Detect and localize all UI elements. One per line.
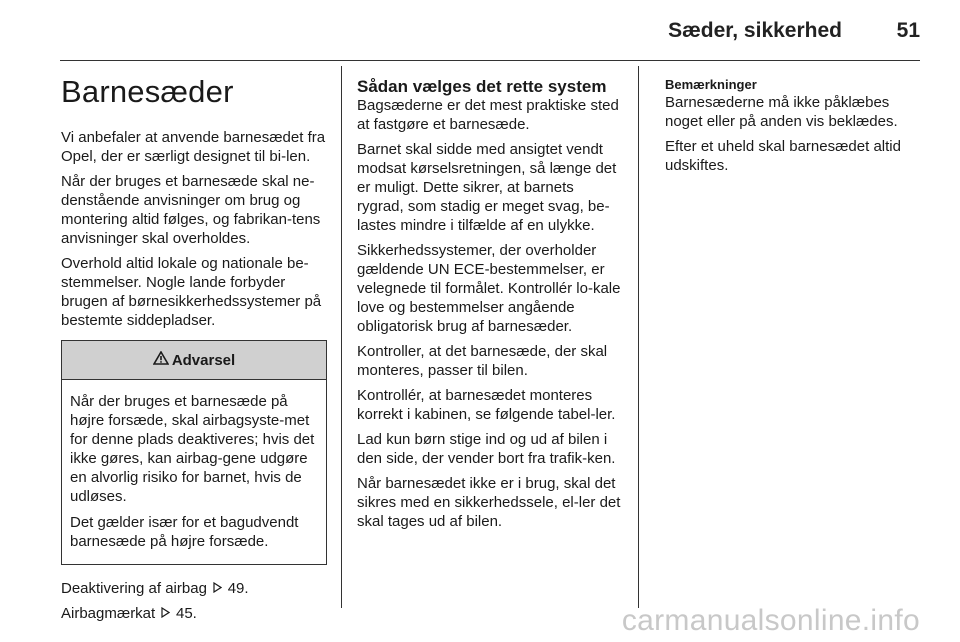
reference-text: Airbagmærkat <box>61 605 156 622</box>
paragraph: Når barnesædet ikke er i brug, skal det sikres med en sikkerhedssele, el-ler det skal tages ud af bilen. <box>357 475 621 530</box>
paragraph: Vi anbefaler at anvende barnesædet fra Opel, der er særligt designet til bi-len. <box>61 129 326 165</box>
page-header <box>0 0 960 58</box>
paragraph: Når der bruges et barnesæde skal ne-denstående anvisninger om brug og montering altid følges, og fabrikan-tens anvisninger skal overholdes. <box>61 173 321 247</box>
paragraph: Barnesæderne må ikke påklæbes noget eller på anden vis beklædes. <box>665 94 898 130</box>
page-title: Barnesæder <box>61 74 234 109</box>
warning-paragraph: Det gælder især for et bagudvendt barnesæde på højre forsæde. <box>70 514 299 550</box>
paragraph: Overhold altid lokale og nationale be-stemmelser. Nogle lande forbyder brugen af børnesikkerhedssystemer på bestemte siddepladser. <box>61 255 322 329</box>
section-heading: Sådan vælges det rette system <box>357 77 607 96</box>
paragraph: Efter et uheld skal barnesædet altid udskiftes. <box>665 138 901 174</box>
column-2 <box>357 66 623 537</box>
paragraph: Kontrollér, at barnesædet monteres korrekt i kabinen, se følgende tabel-ler. <box>357 387 616 423</box>
column-divider-2 <box>638 66 639 608</box>
column-divider-1 <box>341 66 342 608</box>
column-3 <box>665 66 925 181</box>
paragraph: Barnet skal sidde med ansigtet vendt modsat kørselsretningen, så længe det er muligt. Dette sikrer, at barnets rygrad, som stadig er meget svag, be-lastes mindre i tilfælde af en ulykke. <box>357 141 617 234</box>
warning-body <box>62 380 326 564</box>
warning-header <box>62 341 326 380</box>
cross-reference[interactable] <box>61 579 327 598</box>
header-rule <box>60 60 920 61</box>
paragraph: Sikkerhedssystemer, der overholder gældende UN ECE-bestemmelser, er velegnede til formålet. Kontrollér lo-kale love og bestemmelser angående obligatorisk brug af barnesæder. <box>357 242 621 335</box>
column-1 <box>61 66 327 629</box>
section-title: Sæder, sikkerhed <box>668 19 842 42</box>
page-number: 51 <box>896 19 920 42</box>
warning-paragraph: Når der bruges et barnesæde på højre forsæde, skal airbagsyste-met for denne plads deaktiveres; hvis det ikke gøres, kan airbag-gene udgøre en alvorlig risiko for barnet, hvis de udløses. <box>70 393 315 505</box>
paragraph: Lad kun børn stige ind og ud af bilen i den side, der vender bort fra trafik-ken. <box>357 431 616 467</box>
notes-heading: Bemærkninger <box>665 77 757 92</box>
warning-box <box>61 340 327 565</box>
warning-title: Advarsel <box>171 351 236 369</box>
reference-page: 45. <box>176 605 197 622</box>
triangle-right-icon <box>213 581 226 596</box>
reference-page: 49. <box>227 580 249 597</box>
paragraph: Kontroller, at det barnesæde, der skal monteres, passer til bilen. <box>357 343 608 379</box>
paragraph: Bagsæderne er det mest praktiske sted at fastgøre et barnesæde. <box>357 97 619 133</box>
cross-reference[interactable] <box>61 604 327 623</box>
reference-text: Deaktivering af airbag <box>61 580 207 597</box>
triangle-right-icon <box>161 606 174 621</box>
watermark: carmanualsonline.info <box>621 604 920 637</box>
warning-triangle-icon <box>153 351 169 369</box>
